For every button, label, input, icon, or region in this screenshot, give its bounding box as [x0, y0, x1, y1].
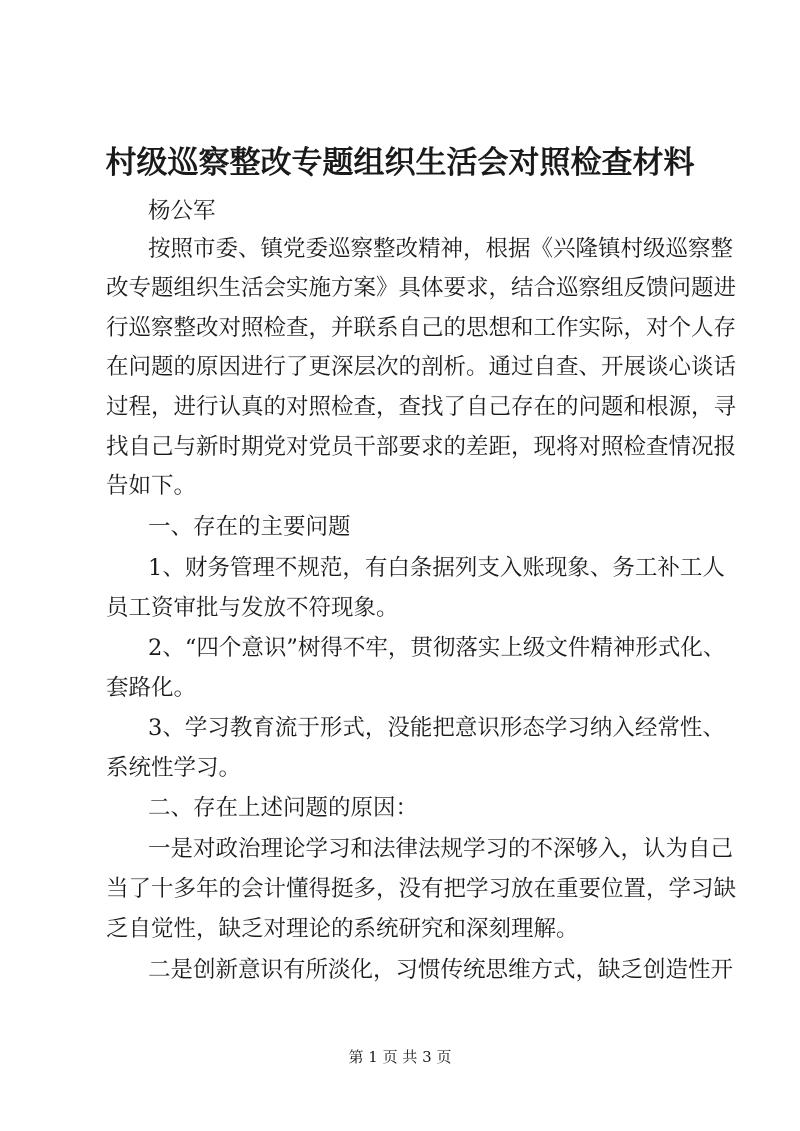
body-line: 系统性学习。 [106, 755, 242, 781]
body-line: 套路化。 [106, 675, 197, 701]
body-line: 2、“四个意识”树得不牢，贯彻落实上级文件精神形式化、 [148, 635, 726, 661]
body-line: 1、财务管理不规范，有白条据列支入账现象、务工补工人 [148, 555, 725, 581]
body-line: 改专题组织生活会实施方案》具体要求，结合巡察组反馈问题进 [106, 275, 737, 301]
body-line: 告如下。 [106, 473, 197, 499]
body-line: 按照市委、镇党委巡察整改精神，根据《兴隆镇村级巡察整 [148, 236, 734, 262]
page-number: 第 1 页 共 3 页 [348, 1048, 452, 1066]
section-heading: 二、存在上述问题的原因： [148, 795, 419, 821]
body-line: 3、学习教育流于形式，没能把意识形态学习纳入经常性、 [148, 715, 725, 741]
body-line: 员工资审批与发放不符现象。 [106, 595, 399, 621]
body-line: 一是对政治理论学习和法律法规学习的不深够入，认为自己 [148, 836, 734, 862]
section-heading: 一、存在的主要问题 [148, 514, 351, 540]
body-line: 过程，进行认真的对照检查，查找了自己存在的问题和根源，寻 [106, 394, 737, 420]
body-line: 行巡察整改对照检查，并联系自己的思想和工作实际，对个人存 [106, 315, 737, 341]
body-line: 当了十多年的会计懂得挺多，没有把学习放在重要位置，学习缺 [106, 876, 737, 902]
body-line: 找自己与新时期党对党员干部要求的差距，现将对照检查情况报 [106, 434, 737, 460]
body-line: 乏自觉性，缺乏对理论的系统研究和深刻理解。 [106, 916, 579, 942]
body-line: 在问题的原因进行了更深层次的剖析。通过自查、开展谈心谈话 [106, 354, 737, 380]
body-line: 二是创新意识有所淡化，习惯传统思维方式，缺乏创造性开 [148, 957, 734, 983]
document-title: 村级巡察整改专题组织生活会对照检查材料 [105, 145, 695, 181]
author-name: 杨公军 [148, 198, 216, 224]
